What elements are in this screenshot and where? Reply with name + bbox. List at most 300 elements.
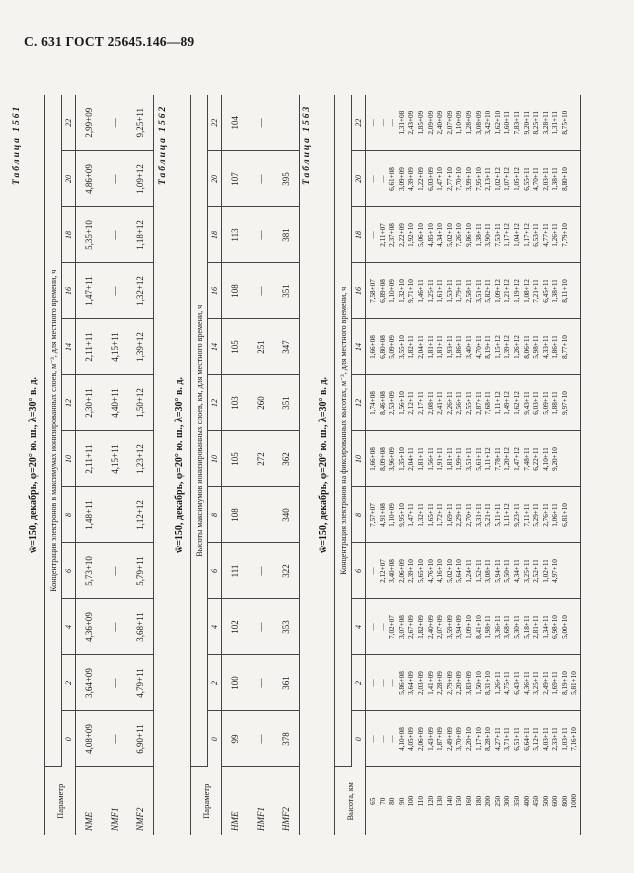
table-cell: 1,17+12: [522, 223, 531, 247]
hour-header: 0: [352, 711, 366, 767]
table-cell: 4,75+11: [503, 671, 512, 695]
hour-header: 16: [352, 263, 366, 319]
table-cell: 4,34+11: [512, 559, 521, 583]
table-row: [76, 95, 102, 835]
table-cell: 6,64+11: [522, 727, 531, 751]
table-cell: [561, 432, 571, 487]
table-cell: 3,90+11: [484, 223, 493, 247]
height-value: 100: [407, 795, 416, 807]
table-cell: 6,81+10: [560, 503, 569, 527]
table-cell: 1,05+12: [512, 167, 521, 191]
table-cell: —: [102, 263, 128, 319]
table-cell: 4,40+11: [102, 375, 128, 431]
table-cell: 4,36+11: [522, 671, 531, 695]
table-cell: 2,20+09: [455, 671, 464, 695]
table-cell: 4,85+10: [426, 223, 435, 247]
height-value: 400: [522, 795, 531, 807]
table-cell: 4,70+11: [532, 167, 541, 191]
span-label: Высоты максимумов ионизированных слоев, км, для местного времени, ч: [191, 95, 208, 767]
table-cell: 8,46+08: [378, 391, 387, 415]
table-cell: 5,73+10: [76, 543, 102, 599]
table-cell: 1,82+11: [407, 335, 416, 359]
table-cell: —: [102, 655, 128, 711]
hour-header: 20: [352, 151, 366, 207]
table-cell: 7,26+10: [455, 223, 464, 247]
table-cell: 2,49+09: [445, 727, 454, 751]
table-cell: 3,68+11: [503, 615, 512, 639]
hour-header: 2: [62, 655, 76, 711]
hour-header: 12: [352, 375, 366, 431]
height-value: 300: [503, 795, 512, 807]
table-cell: 4,70+11: [474, 335, 483, 359]
table-cell: 1,26+12: [512, 335, 521, 359]
hour-header: 0: [62, 711, 76, 767]
table-cell: 2,67+09: [407, 615, 416, 639]
table-cell: 5,18+11: [522, 615, 531, 639]
table-cell: 6,89+08: [378, 279, 387, 303]
table-cell: 1,52+11: [474, 559, 483, 583]
hour-header: 6: [208, 543, 222, 599]
table-cell: 8,19+10: [560, 671, 569, 695]
table-cell: [570, 432, 580, 487]
table-cell: 1,09+12: [128, 151, 154, 207]
table-cell: 3,28+11: [541, 110, 550, 135]
table-cell: 2,29+11: [455, 503, 464, 527]
table-cell: 378: [274, 711, 300, 767]
table-cell: [570, 488, 580, 543]
table-cell: 1,11+12: [484, 447, 493, 471]
table-cell: 381: [274, 207, 300, 263]
table-cell: 4,33+11: [541, 335, 550, 359]
table-cell: 8,75+10: [560, 110, 569, 135]
table-cell: 1,39+12: [128, 319, 154, 375]
table-cell: 1,53+11: [445, 279, 454, 303]
table-cell: 1,25+11: [426, 279, 435, 303]
table-cell: —: [369, 231, 377, 239]
table-cell: 1,65+11: [426, 503, 435, 527]
table-cell: 3,64+09: [76, 655, 102, 711]
time-column: [366, 599, 581, 655]
table-cell: 2,28+09: [436, 671, 445, 695]
table-cell: 3,83+09: [464, 671, 473, 695]
height-value: 65: [369, 797, 377, 805]
table-cell: 1,99+11: [455, 447, 464, 471]
table-cell: 340: [274, 487, 300, 543]
table-cell: 1,61+11: [436, 279, 445, 303]
table-cell: 4,15+11: [102, 431, 128, 487]
hour-header: 6: [352, 543, 366, 599]
table-cell: 2,04+11: [416, 335, 425, 359]
table-cell: 100: [222, 655, 248, 711]
table-cell: 6,90+11: [128, 711, 154, 767]
table-cell: —: [369, 119, 377, 127]
table-cell: 5,94+11: [493, 559, 502, 583]
table-cell: 4,86+09: [76, 151, 102, 207]
table-cell: 2,56+11: [455, 391, 464, 415]
table-cell: 7,83+11: [512, 110, 521, 135]
table-cell: 1,35+10: [397, 447, 406, 471]
table-cell: 1,47+11: [76, 263, 102, 319]
time-column: [366, 487, 581, 543]
table-cell: 8,41+10: [474, 615, 483, 639]
table-cell: 1,11+12: [493, 391, 502, 415]
table-cell: 1,92+10: [407, 223, 416, 247]
table-cell: 2,09+09: [426, 110, 435, 135]
table-cell: 2,79+09: [445, 671, 454, 695]
table-cell: 102: [222, 599, 248, 655]
table-cell: 6,55+11: [522, 167, 531, 191]
table-cell: 322: [274, 543, 300, 599]
table-1562-caption: w̄=150, декабрь, φ=20° ю. ш., λ=30° в. д.: [174, 377, 185, 553]
table-cell: 2,11+11: [76, 431, 102, 487]
table-cell: 2,03+09: [416, 671, 425, 695]
table-cell: 103: [222, 375, 248, 431]
table-1563: [334, 95, 581, 835]
table-cell: 2,39+10: [407, 559, 416, 583]
table-1562-title: Таблица 1562: [158, 104, 168, 185]
table-row: [248, 95, 274, 835]
table-cell: 1,82+09: [416, 615, 425, 639]
table-cell: 347: [274, 319, 300, 375]
table-cell: 2,03+11: [541, 167, 550, 191]
span-label: Концентрация электронов на фиксированных высотах, м⁻³, для местного времени, ч: [335, 95, 352, 767]
table-cell: 3,94+09: [455, 615, 464, 639]
table-cell: 1,74+08: [369, 391, 377, 415]
table-row: [366, 95, 581, 835]
table-cell: 1,69+11: [551, 671, 560, 695]
table-cell: 1,56+10: [397, 391, 406, 415]
table-cell: 5,12+11: [532, 727, 541, 751]
table-cell: 5,86+08: [397, 671, 406, 695]
table-cell: —: [369, 175, 377, 183]
table-cell: 2,40+09: [426, 615, 435, 639]
table-cell: 1,38+11: [551, 167, 560, 191]
table-cell: —: [248, 599, 274, 655]
table-cell: 1,66+08: [369, 335, 377, 359]
table-cell: 1,72+11: [436, 503, 445, 527]
table-cell: 1,12+12: [128, 487, 154, 543]
table-cell: 3,64+09: [407, 671, 416, 695]
table-cell: 2,55+11: [464, 391, 473, 415]
table-cell: 1,38+11: [551, 279, 560, 303]
table-cell: 251: [248, 319, 274, 375]
table-cell: 105: [222, 431, 248, 487]
table-cell: 4,79+11: [128, 655, 154, 711]
table-cell: 4,16+10: [436, 559, 445, 583]
table-cell: —: [369, 567, 377, 575]
table-cell: 2,12+11: [407, 391, 416, 415]
table-cell: 1,02+12: [493, 167, 502, 191]
height-value: 500: [541, 795, 550, 807]
param-name: HMF2: [274, 767, 300, 835]
hour-header: 4: [352, 599, 366, 655]
table-cell: 7,48+11: [522, 447, 531, 471]
table-cell: 1,86+11: [455, 335, 464, 359]
hour-header: 4: [62, 599, 76, 655]
table-cell: 1,10+09: [388, 279, 397, 303]
hour-header: 12: [62, 375, 76, 431]
height-value: 200: [484, 795, 493, 807]
table-cell: 3,42+10: [484, 110, 493, 135]
height-value: 120: [426, 795, 435, 807]
hour-header: 4: [208, 599, 222, 655]
table-cell: 5,82+11: [484, 279, 493, 303]
table-1562: [190, 95, 300, 835]
table-cell: 5,81+10: [570, 671, 579, 695]
table-cell: —: [102, 151, 128, 207]
table-cell: 1,10+09: [455, 110, 464, 135]
table-cell: 2,11+11: [76, 319, 102, 375]
table-cell: 1,48+11: [76, 487, 102, 543]
table-cell: 1,31+08: [397, 110, 406, 135]
hour-header: 14: [62, 319, 76, 375]
table-cell: 1,81+11: [416, 447, 425, 471]
table-row: [102, 95, 128, 835]
hour-header: 0: [208, 711, 222, 767]
height-value: 800: [560, 795, 569, 807]
table-cell: 5,29+11: [532, 503, 541, 527]
table-cell: 9,86+10: [464, 223, 473, 247]
table-cell: 1,26+11: [551, 223, 560, 247]
table-cell: 1,98+11: [484, 615, 493, 639]
param-name: NMF2: [128, 767, 154, 835]
table-cell: —: [248, 655, 274, 711]
table-cell: 2,43+09: [407, 110, 416, 135]
table-cell: 4,34+10: [436, 223, 445, 247]
table-cell: 1,66+08: [369, 447, 377, 471]
table-cell: 5,06+10: [416, 223, 425, 247]
table-cell: 2,37+08: [388, 223, 397, 247]
table-cell: 6,22+11: [532, 447, 541, 471]
table-cell: 3,25+11: [522, 559, 531, 583]
table-cell: 7,02+07: [388, 615, 397, 639]
height-value: 250: [493, 795, 502, 807]
hour-header: 16: [62, 263, 76, 319]
hour-header: 18: [352, 207, 366, 263]
table-cell: 1,56+11: [426, 447, 435, 471]
table-cell: 1,85+09: [416, 110, 425, 135]
hour-header: 18: [208, 207, 222, 263]
time-column: [366, 263, 581, 319]
table-cell: 3,40+08: [388, 559, 397, 583]
table-cell: 1,34+11: [541, 615, 550, 639]
table-cell: 2,30+11: [76, 375, 102, 431]
time-column: [366, 95, 581, 151]
table-cell: 104: [222, 95, 248, 151]
table-cell: 3,08+09: [474, 110, 483, 135]
table-cell: 7,21+11: [532, 279, 541, 303]
table-cell: 1,06+11: [551, 503, 560, 527]
table-cell: 5,65+10: [416, 559, 425, 583]
table-cell: 1,49+12: [503, 391, 512, 415]
table-cell: 1,32+10: [397, 279, 406, 303]
table-cell: 351: [274, 375, 300, 431]
table-cell: —: [369, 679, 377, 687]
table-cell: 3,08+11: [484, 559, 493, 583]
table-cell: 1,47+12: [512, 447, 521, 471]
table-cell: 1,22+09: [416, 167, 425, 191]
table-cell: 272: [248, 431, 274, 487]
table-cell: —: [248, 207, 274, 263]
table-cell: 5,09+11: [541, 391, 550, 415]
hour-header: 22: [208, 95, 222, 151]
time-column: [366, 375, 581, 431]
table-cell: 6,53+11: [532, 223, 541, 247]
table-cell: 1,19+12: [512, 279, 521, 303]
table-cell: 105: [222, 319, 248, 375]
height-value: 160: [464, 795, 473, 807]
table-cell: 1,81+11: [436, 335, 445, 359]
table-cell: 7,57+07: [369, 503, 377, 527]
table-cell: [570, 376, 580, 431]
table-cell: 1,38+11: [474, 223, 483, 247]
table-cell: —: [388, 735, 397, 743]
table-cell: —: [102, 711, 128, 767]
table-1561-caption: w̄=150, декабрь, φ=20° ю. ш., λ=30° в. д.: [28, 377, 39, 553]
table-cell: 7,68+11: [484, 391, 493, 415]
table-cell: 6,98+10: [551, 615, 560, 639]
hour-header: 14: [208, 319, 222, 375]
table-cell: 1,10+09: [388, 503, 397, 527]
table-cell: 2,13+11: [484, 167, 493, 191]
time-column: [366, 319, 581, 375]
table-cell: 6,43+11: [512, 671, 521, 695]
height-value: 180: [474, 795, 483, 807]
table-cell: —: [388, 679, 397, 687]
table-cell: 2,49+11: [541, 671, 550, 695]
table-cell: 9,97+10: [560, 391, 569, 415]
table-cell: 9,71+10: [407, 279, 416, 303]
table-cell: [570, 320, 580, 375]
table-cell: 1,46+11: [416, 279, 425, 303]
table-cell: 7,58+07: [369, 279, 377, 303]
table-cell: 1,47+11: [407, 503, 416, 527]
table-cell: 8,28+10: [484, 727, 493, 751]
table-cell: —: [102, 599, 128, 655]
table-cell: [570, 95, 580, 151]
table-cell: —: [378, 175, 387, 183]
table-cell: 6,61+08: [388, 167, 397, 191]
height-value: 140: [445, 795, 454, 807]
hour-header: 18: [62, 207, 76, 263]
table-1561: [44, 95, 154, 835]
table-cell: 1,28+09: [464, 110, 473, 135]
table-cell: 2,81+11: [532, 615, 541, 639]
rotated-page: [8, 75, 620, 835]
table-cell: 5,00+10: [560, 615, 569, 639]
table-cell: [570, 544, 580, 599]
table-cell: 3,51+11: [464, 447, 473, 471]
table-cell: 1,50+12: [128, 375, 154, 431]
table-cell: 1,32+12: [128, 263, 154, 319]
table-cell: [570, 264, 580, 319]
table-cell: 1,02+11: [541, 559, 550, 583]
hour-header: 20: [62, 151, 76, 207]
span-label: Концентрация электронов в максимумах ионизированных слоев, м⁻³, для местного времени, ч: [45, 95, 62, 767]
table-cell: 1,81+11: [426, 335, 435, 359]
table-cell: 99: [222, 711, 248, 767]
height-value: 90: [397, 797, 406, 805]
height-value: 350: [512, 795, 521, 807]
height-value: 110: [416, 796, 425, 807]
param-name: HMF1: [255, 807, 266, 831]
table-cell: 3,51+11: [474, 279, 483, 303]
hour-header: 8: [352, 487, 366, 543]
table-cell: 7,16+10: [570, 727, 579, 751]
table-cell: 7,78+11: [493, 447, 502, 471]
height-value: 80: [388, 797, 397, 805]
table-cell: 2,77+10: [445, 167, 454, 191]
table-1563-title: Таблица 1563: [302, 104, 312, 185]
table-cell: 1,08+12: [522, 279, 531, 303]
table-cell: 1,04+12: [512, 223, 521, 247]
hour-header: 6: [62, 543, 76, 599]
hour-header: 20: [208, 151, 222, 207]
table-cell: —: [378, 119, 387, 127]
time-column: [366, 151, 581, 207]
table-cell: 107: [222, 151, 248, 207]
hour-header: 22: [352, 95, 366, 151]
table-cell: 1,11+12: [503, 503, 512, 527]
table-cell: 1,43+09: [426, 727, 435, 751]
table-cell: 7,53+11: [493, 223, 502, 247]
table-cell: 111: [222, 543, 248, 599]
table-cell: 351: [274, 263, 300, 319]
hour-header: 16: [208, 263, 222, 319]
table-cell: 4,97+10: [551, 559, 560, 583]
table-cell: 5,79+11: [128, 543, 154, 599]
table-cell: 5,02+10: [445, 223, 454, 247]
table-cell: 9,20+10: [551, 447, 560, 471]
hour-header: 10: [352, 431, 366, 487]
table-cell: 1,26+11: [493, 671, 502, 695]
table-cell: 4,91+08: [378, 503, 387, 527]
hour-header: 12: [208, 375, 222, 431]
table-cell: 3,59+09: [445, 615, 454, 639]
table-cell: [570, 600, 580, 655]
table-cell: 2,76+11: [541, 503, 550, 527]
table-cell: 2,87+11: [474, 391, 483, 415]
table-cell: 8,09+08: [378, 447, 387, 471]
table-cell: 4,15+11: [102, 319, 128, 375]
table-cell: 2,07+09: [445, 110, 454, 135]
hour-header: 10: [208, 431, 222, 487]
table-cell: 4,39+09: [407, 167, 416, 191]
table-cell: 1,81+11: [445, 447, 454, 471]
table-cell: 6,03+11: [532, 391, 541, 415]
table-cell: —: [388, 119, 397, 127]
table-cell: [248, 487, 274, 543]
table-cell: 2,04+11: [407, 447, 416, 471]
table-cell: 1,17+12: [503, 223, 512, 247]
table-cell: 1,07+12: [503, 167, 512, 191]
time-column: [366, 207, 581, 263]
table-cell: —: [378, 623, 387, 631]
table-cell: 4,36+09: [76, 599, 102, 655]
table-cell: 9,25+11: [128, 95, 154, 151]
table-cell: 1,93+11: [445, 335, 454, 359]
table-cell: [274, 95, 300, 151]
table-cell: 5,02+10: [445, 559, 454, 583]
table-cell: 1,62+10: [493, 110, 502, 135]
table-cell: 4,76+10: [426, 559, 435, 583]
table-cell: 1,15+12: [493, 335, 502, 359]
table-cell: 362: [274, 431, 300, 487]
table-row: [274, 95, 300, 835]
table-cell: 113: [222, 207, 248, 263]
table-row: [128, 95, 154, 835]
table-cell: 2,12+07: [378, 559, 387, 583]
